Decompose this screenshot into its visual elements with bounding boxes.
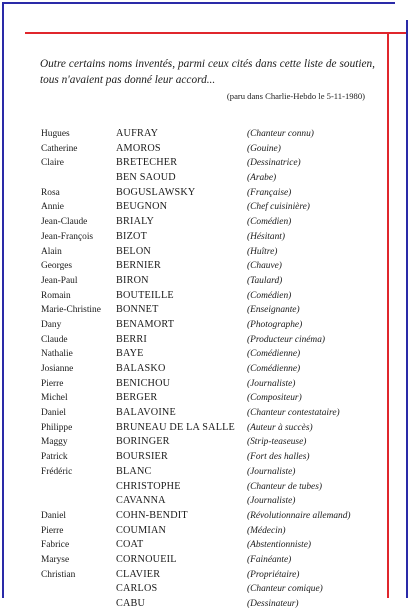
description: (Strip-teaseuse) — [247, 437, 307, 448]
list-item — [41, 274, 381, 289]
last-name: COHN-BENDIT — [116, 509, 188, 521]
last-name: COAT — [116, 539, 144, 551]
list-item — [41, 186, 381, 201]
list-item — [41, 391, 381, 406]
last-name: AUFRAY — [116, 128, 159, 139]
last-name: BIRON — [116, 274, 149, 286]
description: (Française) — [247, 187, 292, 198]
last-name: BEN SAOUD — [116, 172, 176, 184]
last-name: BENICHOU — [116, 377, 171, 389]
first-name: Alain — [41, 246, 62, 257]
description: (Chanteur de tubes) — [247, 481, 322, 492]
description: (Compositeur) — [247, 393, 302, 404]
first-name: Nathalie — [41, 349, 73, 360]
last-name: BERRI — [116, 333, 148, 345]
list-item — [41, 421, 381, 436]
description: (Auteur à succès) — [247, 422, 313, 433]
first-name: Daniel — [41, 510, 66, 521]
description: (Arabe) — [247, 173, 277, 184]
list-item — [41, 347, 381, 362]
list-item — [41, 582, 381, 597]
first-name: Fabrice — [41, 540, 70, 551]
description: (Chanteur comique) — [247, 584, 323, 595]
first-name: Annie — [41, 202, 64, 213]
last-name: COUMIAN — [116, 524, 167, 536]
list-item — [41, 245, 381, 260]
description: (Médecin) — [247, 525, 286, 536]
first-name: Georges — [41, 261, 73, 272]
list-item — [41, 230, 381, 245]
description: (Comédien) — [247, 217, 292, 228]
description: (Révolutionnaire allemand) — [247, 510, 351, 521]
last-name: BOGUSLAWSKY — [116, 186, 196, 198]
last-name: BORINGER — [116, 436, 170, 448]
last-name: BERNIER — [116, 260, 161, 272]
list-item — [41, 289, 381, 304]
first-name: Patrick — [41, 452, 68, 463]
list-item — [41, 333, 381, 348]
description: (Abstentionniste) — [247, 540, 312, 551]
list-item — [41, 215, 381, 230]
frame-blue-left — [2, 2, 4, 598]
first-name: Pierre — [41, 378, 64, 389]
last-name: BENAMORT — [116, 318, 175, 330]
description: (Propriétaire) — [247, 569, 300, 580]
list-item — [41, 524, 381, 539]
description: (Chanteur connu) — [247, 129, 314, 139]
list-item — [41, 509, 381, 524]
list-item — [41, 406, 381, 421]
list-item — [41, 465, 381, 480]
first-name: Philippe — [41, 422, 73, 433]
last-name: CLAVIER — [116, 568, 161, 580]
description: (Dessinateur) — [247, 599, 299, 609]
first-name: Pierre — [41, 525, 64, 536]
first-name: Maryse — [41, 554, 70, 565]
last-name: BRUNEAU DE LA SALLE — [116, 421, 235, 433]
description: (Huître) — [247, 246, 278, 257]
first-name: Marie-Christine — [41, 305, 101, 316]
first-name: Romain — [41, 290, 71, 301]
description: (Chanteur contestataire) — [247, 408, 340, 419]
description: (Chef cuisinière) — [247, 202, 310, 213]
description: (Enseignante) — [247, 305, 300, 316]
first-name: Claude — [41, 334, 68, 345]
first-name: Josianne — [41, 364, 74, 374]
description: (Fort des halles) — [247, 452, 310, 463]
list-item — [41, 259, 381, 274]
description: (Chauve) — [247, 261, 282, 272]
frame-blue-top — [2, 2, 395, 4]
list-item — [41, 362, 381, 377]
first-name: Daniel — [41, 408, 66, 419]
description: (Journaliste) — [247, 466, 296, 477]
list-item — [41, 318, 381, 333]
description: (Hésitant) — [247, 231, 286, 242]
last-name: BALAVOINE — [116, 407, 176, 419]
last-name: CAVANNA — [116, 495, 166, 507]
last-name: BLANC — [116, 465, 152, 477]
list-item — [41, 494, 381, 509]
name-list — [41, 127, 381, 612]
list-item — [41, 142, 381, 157]
first-name: Maggy — [41, 437, 68, 448]
description: (Producteur cinéma) — [247, 334, 326, 345]
last-name: BAYE — [116, 348, 144, 360]
list-item — [41, 171, 381, 186]
last-name: CABU — [116, 598, 146, 609]
last-name: BOURSIER — [116, 451, 168, 463]
first-name: Dany — [41, 319, 62, 330]
list-item — [41, 303, 381, 318]
list-item — [41, 450, 381, 465]
last-name: BELON — [116, 245, 151, 257]
first-name: Jean-Claude — [41, 217, 88, 228]
list-item — [41, 480, 381, 495]
list-item — [41, 553, 381, 568]
description: (Photographe) — [247, 319, 303, 330]
source-note: (paru dans Charlie-Hebdo le 5-11-1980) — [226, 91, 365, 101]
list-item — [41, 127, 381, 142]
first-name: Michel — [41, 393, 68, 404]
last-name: AMOROS — [116, 142, 161, 154]
description: (Gouine) — [247, 143, 281, 154]
first-name: Rosa — [41, 187, 60, 198]
last-name: BONNET — [116, 304, 159, 316]
list-item — [41, 156, 381, 171]
description: (Comédienne) — [247, 364, 301, 374]
last-name: BERGER — [116, 392, 158, 404]
description: (Comédienne) — [247, 349, 301, 360]
list-item — [41, 435, 381, 450]
intro-text: Outre certains noms inventés, parmi ceux cités dans cette liste de soutien, tous n'avaient pas donné leur accord... — [40, 58, 375, 86]
description: (Fainéante) — [247, 554, 292, 565]
description: (Journaliste) — [247, 378, 296, 389]
description: (Comédien) — [247, 290, 292, 301]
last-name: CARLOS — [116, 583, 158, 595]
first-name: Jean-François — [41, 231, 94, 242]
description: (Dessinatrice) — [247, 158, 301, 169]
first-name: Christian — [41, 569, 76, 580]
last-name: BRETECHER — [116, 157, 178, 169]
last-name: BALASKO — [116, 363, 166, 374]
last-name: BEUGNON — [116, 201, 168, 213]
first-name: Jean-Paul — [41, 275, 78, 286]
first-name: Hugues — [41, 129, 70, 139]
last-name: BRIALY — [116, 216, 155, 228]
list-item — [41, 538, 381, 553]
frame-red-top — [25, 32, 408, 34]
last-name: CHRISTOPHE — [116, 480, 181, 492]
list-item — [41, 568, 381, 583]
list-item — [41, 597, 381, 612]
first-name: Catherine — [41, 143, 78, 154]
frame-blue-right — [406, 20, 408, 598]
list-item — [41, 200, 381, 215]
last-name: BIZOT — [116, 230, 147, 242]
list-item — [41, 377, 381, 392]
last-name: BOUTEILLE — [116, 289, 174, 301]
description: (Journaliste) — [247, 496, 296, 507]
first-name: Frédéric — [41, 466, 73, 477]
description: (Taulard) — [247, 275, 283, 286]
last-name: CORNOUEIL — [116, 553, 177, 565]
first-name: Claire — [41, 158, 64, 169]
frame-red-right — [387, 32, 389, 598]
